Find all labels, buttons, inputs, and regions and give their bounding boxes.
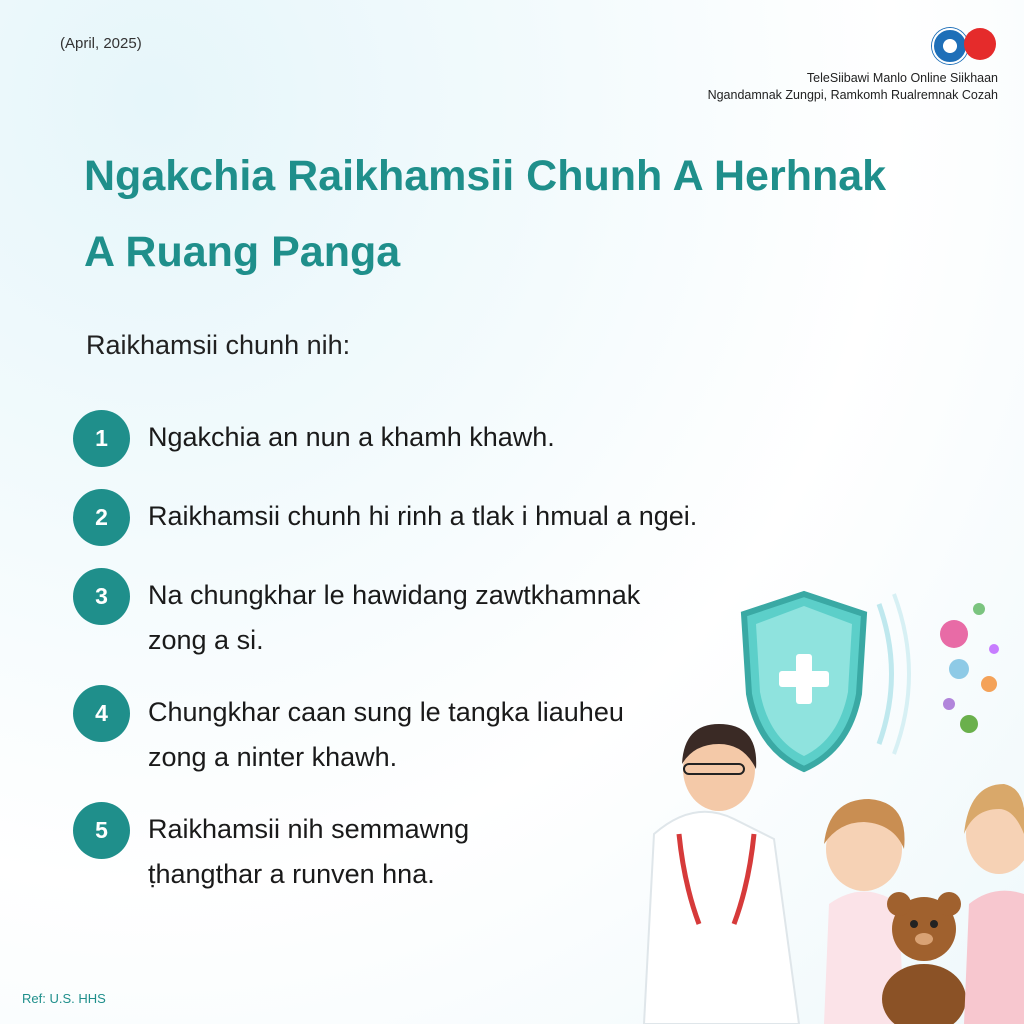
title-line-2: A Ruang Panga xyxy=(84,228,401,276)
step-number-badge: 4 xyxy=(73,685,130,742)
step-text-line-2: zong a ninter khawh. xyxy=(148,742,398,772)
step-item xyxy=(73,489,833,546)
date-label: (April, 2025) xyxy=(60,35,142,52)
step-text xyxy=(148,573,640,663)
doctor-figure xyxy=(644,724,799,1024)
sibling-figure xyxy=(964,784,1024,1024)
page-title xyxy=(84,138,886,290)
step-text-line-1: Raikhamsii chunh hi rinh a tlak i hmual a ngei. xyxy=(148,501,698,531)
reference-note: Ref: U.S. HHS xyxy=(22,991,106,1006)
step-text-line-1: Chungkhar caan sung le tangka liauheu xyxy=(148,697,624,727)
step-text-line-1: Na chungkhar le hawidang zawtkhamnak xyxy=(148,580,641,610)
step-text xyxy=(148,494,697,539)
step-text-line-1: Raikhamsii nih semmawng xyxy=(148,814,470,844)
step-text xyxy=(148,415,555,460)
step-text xyxy=(148,807,469,897)
step-text-line-1: Ngakchia an nun a khamh khawh. xyxy=(148,422,555,452)
step-number-badge: 2 xyxy=(73,489,130,546)
title-line-1: Ngakchia Raikhamsii Chunh A Herhnak xyxy=(84,152,887,200)
step-text-line-2: ṭhangthar a runven hna. xyxy=(148,859,435,889)
step-item xyxy=(73,410,833,467)
vaccination-illustration xyxy=(624,584,1024,1024)
step-number-badge: 3 xyxy=(73,568,130,625)
subtitle: Raikhamsii chunh nih: xyxy=(86,330,351,360)
organization-line-1: TeleSiibawi Manlo Online Siikhaan xyxy=(806,71,998,85)
logo-group xyxy=(932,28,996,64)
partner-logo-icon xyxy=(964,28,996,60)
organization-line-2: Ngandamnak Zungpi, Ramkomh Rualremnak Cozah xyxy=(707,88,998,102)
organization-info xyxy=(708,70,998,104)
shield-icon xyxy=(744,594,864,769)
germ-icons xyxy=(940,603,999,733)
ministry-logo-icon xyxy=(932,28,968,64)
step-text xyxy=(148,690,624,780)
step-number-badge: 5 xyxy=(73,802,130,859)
step-text-line-2: zong a si. xyxy=(148,625,264,655)
step-number-badge: 1 xyxy=(73,410,130,467)
